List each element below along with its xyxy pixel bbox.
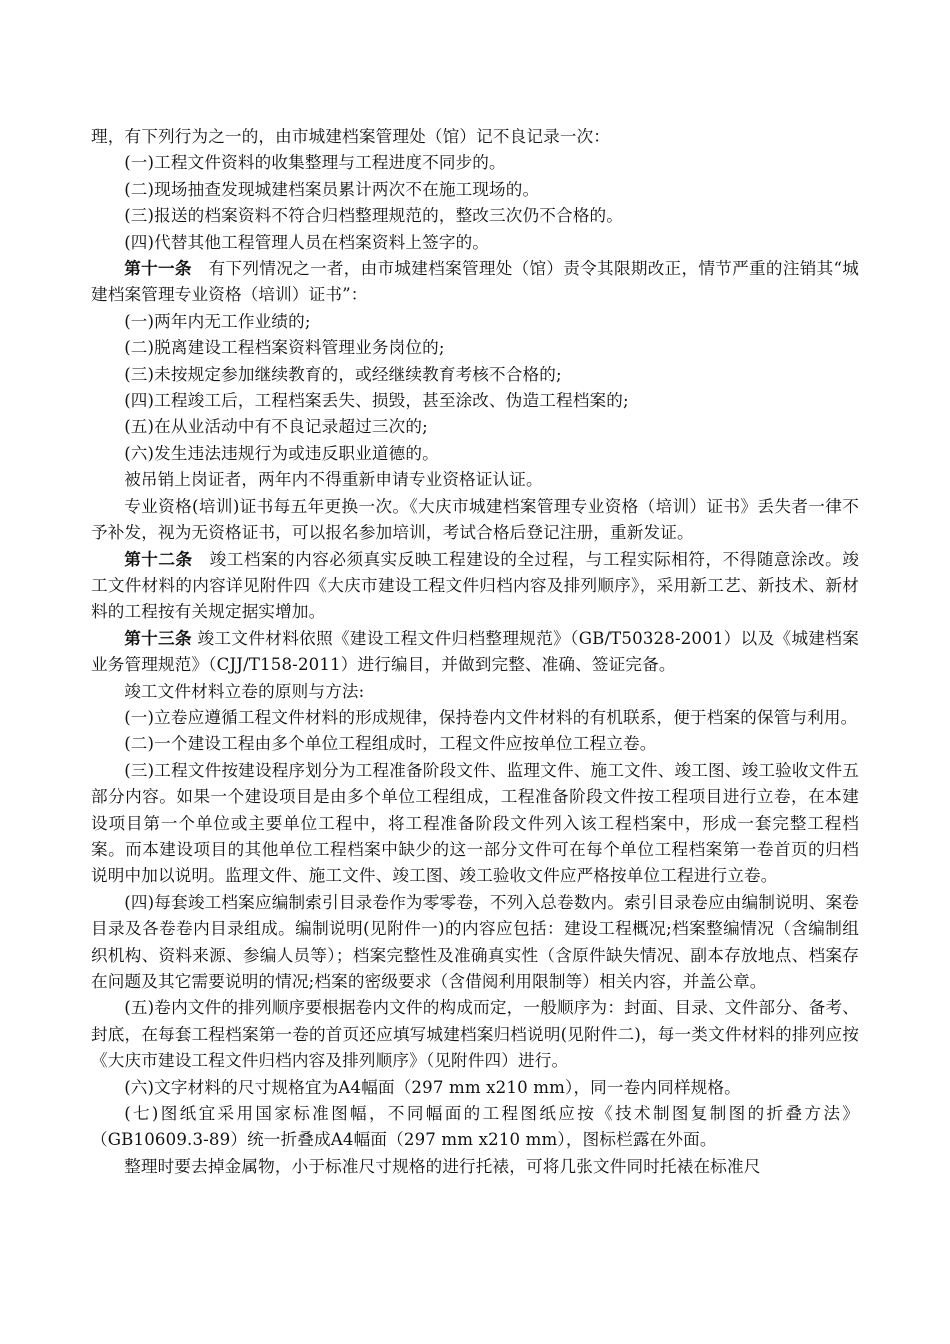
paragraph: 整理时要去掉金属物，小于标准尺寸规格的进行托裱，可将几张文件同时托裱在标准尺 — [124, 1156, 761, 1176]
list-item: (三)报送的档案资料不符合归档整理规范的，整改三次仍不合格的。 — [124, 206, 624, 226]
paragraph: 竣工文件材料立卷的原则与方法: — [124, 681, 365, 701]
list-item: (四)每套竣工档案应编制索引目录卷作为零零卷，不列入总卷数内。索引目录卷应由编制说明、案卷目录及各卷卷内目录组成。编制说明(见附件一)的内容应包括：建设工程概况;档案整编情况（含编制组织机构、资料来源、参编人员等）；档案完整性及准确真实性（含原件缺失情况、副本存放地点、档案存在问题及其它需要说明的情况;档案的密级要求（含借阅利用限制等）相关内容，并盖公章。 — [91, 892, 859, 991]
list-item: (六)文字材料的尺寸规格宜为A4幅面（297 mm x210 mm），同一卷内同样规格。 — [124, 1077, 741, 1097]
list-item: (四)工程竣工后，工程档案丢失、损毁，甚至涂改、伪造工程档案的; — [124, 391, 629, 411]
list-item: (七)图纸宜采用国家标准图幅，不同幅面的工程图纸应按《技术制图复制图的折叠方法》（GB10609.3-89）统一折叠成A4幅面（297 mm x210 mm），图标栏露在外面。 — [91, 1104, 859, 1150]
list-item: (二)脱离建设工程档案资料管理业务岗位的; — [124, 338, 445, 358]
list-item: (一)工程文件资料的收集整理与工程进度不同步的。 — [124, 153, 506, 173]
list-item: (六)发生违法违规行为或违反职业道德的。 — [124, 443, 439, 463]
list-item: (二)一个建设工程由多个单位工程组成时，工程文件应按单位工程立卷。 — [124, 734, 657, 754]
article-12 — [91, 547, 859, 626]
list-item: (五)卷内文件的排列顺序要根据卷内文件的构成而定，一般顺序为：封面、目录、文件部分、备考、封底，在每套工程档案第一卷的首页还应填写城建档案归档说明(见附件二)，每一类文件材料的排列应按《大庆市建设工程文件归档内容及排列顺序》（见附件四）进行。 — [91, 998, 859, 1071]
list-item: (二)现场抽查发现城建档案员累计两次不在施工现场的。 — [124, 179, 540, 199]
article-11 — [91, 256, 859, 309]
paragraph: 被吊销上岗证者，两年内不得重新申请专业资格证认证。 — [124, 470, 543, 490]
document-page — [91, 124, 859, 1180]
list-item: (一)立卷应遵循工程文件材料的形成规律，保持卷内文件材料的有机联系，便于档案的保管与利用。 — [124, 707, 858, 727]
list-item: (五)在从业活动中有不良记录超过三次的; — [124, 417, 428, 437]
article-12-heading: 第十二条 — [124, 549, 193, 569]
article-13 — [91, 626, 859, 679]
list-item: (一)两年内无工作业绩的; — [124, 311, 311, 331]
list-item: (三)工程文件按建设程序划分为工程准备阶段文件、监理文件、施工文件、竣工图、竣工验收文件五部分内容。如果一个建设项目是由多个单位工程组成，工程准备阶段文件按工程项目进行立卷，在本建设项目第一个单位或主要单位工程中，将工程准备阶段文件列入该工程档案中，形成一套完整工程档案。而本建设项目的其他单位工程档案中缺少的这一部分文件可在每个单位工程档案第一卷首页的归档说明中加以说明。监理文件、施工文件、竣工图、竣工验收文件应严格按单位工程进行立卷。 — [91, 760, 859, 886]
paragraph-continuation: 理，有下列行为之一的，由市城建档案管理处（馆）记不良记录一次： — [91, 127, 611, 146]
list-item: (四)代替其他工程管理人员在档案资料上签字的。 — [124, 232, 490, 252]
list-item: (三)未按规定参加继续教育的，或经继续教育考核不合格的; — [124, 364, 562, 384]
article-11-heading: 第十一条 — [124, 259, 192, 279]
article-13-heading: 第十三条 — [124, 628, 192, 648]
article-12-body: 竣工档案的内容必须真实反映工程建设的全过程，与工程实际相符，不得随意涂改。竣工文件材料的内容详见附件四《大庆市建设工程文件归档内容及排列顺序》，采用新工艺、新技术、新材料的工程按有关规定据实增加。 — [91, 549, 859, 622]
paragraph: 专业资格(培训)证书每五年更换一次。《大庆市城建档案管理专业资格（培训）证书》丢失者一律不予补发，视为无资格证书，可以报名参加培训，考试合格后登记注册，重新发证。 — [91, 496, 859, 543]
article-11-body: 有下列情况之一者，由市城建档案管理处（馆）责令其限期改正，情节严重的注销其“城建档案管理专业资格（培训）证书”： — [91, 259, 859, 305]
article-13-body: 竣工文件材料依照《建设工程文件归档整理规范》（GB/T50328-2001）以及《城建档案业务管理规范》（CJJ/T158-2011）进行编目，并做到完整、准确、签证完备。 — [91, 628, 859, 675]
